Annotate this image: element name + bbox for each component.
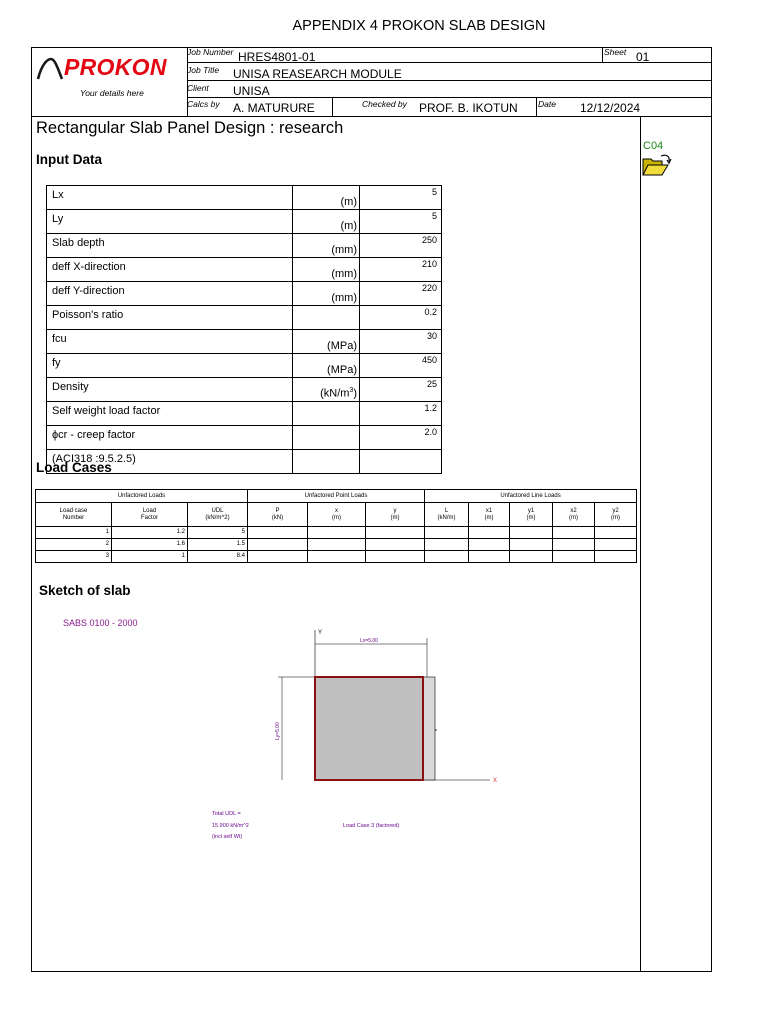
input-row bbox=[47, 402, 442, 426]
input-value[interactable]: 2.0 bbox=[360, 426, 442, 450]
load-case-cell[interactable] bbox=[248, 551, 308, 563]
column-header: P (kN) bbox=[248, 503, 308, 527]
column-header: y1 (m) bbox=[510, 503, 553, 527]
header-divider bbox=[332, 97, 333, 116]
input-unit bbox=[293, 426, 360, 450]
design-code: SABS 0100 - 2000 bbox=[63, 618, 138, 628]
job-title-label: Job Title bbox=[187, 65, 220, 75]
input-value[interactable] bbox=[360, 450, 442, 474]
load-case-cell[interactable] bbox=[469, 539, 510, 551]
input-name: Self weight load factor bbox=[47, 402, 293, 426]
load-case-cell[interactable] bbox=[366, 551, 425, 563]
input-name: deff X-direction bbox=[47, 258, 293, 282]
input-unit: (MPa) bbox=[293, 330, 360, 354]
load-case-cell[interactable]: 3 bbox=[36, 551, 112, 563]
input-unit: $(kN/m^3)$ bbox=[293, 378, 360, 402]
input-name: Lx bbox=[47, 186, 293, 210]
input-name: Poisson's ratio bbox=[47, 306, 293, 330]
load-case-cell[interactable]: 8.4 bbox=[188, 551, 248, 563]
input-row bbox=[47, 330, 442, 354]
group-header: Unfactored Line Loads bbox=[425, 490, 637, 503]
load-case-cell[interactable] bbox=[248, 539, 308, 551]
input-name: Density bbox=[47, 378, 293, 402]
header-divider bbox=[32, 116, 712, 117]
input-value[interactable]: 25 bbox=[360, 378, 442, 402]
ly-dimension-label: Ly=5.00 bbox=[275, 722, 281, 740]
prokon-logo bbox=[36, 54, 184, 82]
load-cases-heading: Load Cases bbox=[36, 460, 112, 475]
load-case-cell[interactable] bbox=[366, 539, 425, 551]
axis-y-label: Y bbox=[318, 630, 323, 636]
input-value[interactable]: 220 bbox=[360, 282, 442, 306]
load-case-cell[interactable] bbox=[425, 551, 469, 563]
column-header: x2 (m) bbox=[553, 503, 595, 527]
input-name: fcu bbox=[47, 330, 293, 354]
input-data-heading: Input Data bbox=[36, 152, 102, 167]
input-unit bbox=[293, 402, 360, 426]
load-case-cell[interactable] bbox=[510, 539, 553, 551]
input-unit: (m) bbox=[293, 210, 360, 234]
column-header: Load case Number bbox=[36, 503, 112, 527]
input-name: fy bbox=[47, 354, 293, 378]
column-header: x1 (m) bbox=[469, 503, 510, 527]
lx-dimension-label: Lx=5.00 bbox=[360, 638, 378, 644]
column-header: L (kN/m) bbox=[425, 503, 469, 527]
sketch-heading: Sketch of slab bbox=[39, 583, 131, 598]
calc-title: Rectangular Slab Panel Design : research bbox=[36, 119, 344, 137]
input-unit: (mm) bbox=[293, 234, 360, 258]
incl-self-weight-note: (incl self Wt) bbox=[212, 834, 243, 840]
job-number-label: Job Number bbox=[187, 47, 234, 57]
load-case-cell[interactable] bbox=[308, 551, 366, 563]
load-case-cell[interactable]: 1 bbox=[112, 551, 188, 563]
input-row bbox=[47, 186, 442, 210]
input-name: Ly bbox=[47, 210, 293, 234]
column-header: Load Factor bbox=[112, 503, 188, 527]
input-unit: (mm) bbox=[293, 258, 360, 282]
logo-arc-icon bbox=[36, 57, 64, 81]
input-row bbox=[47, 282, 442, 306]
sheet-label: Sheet bbox=[604, 47, 627, 57]
sheet-value: 01 bbox=[636, 50, 650, 64]
input-name: Slab depth bbox=[47, 234, 293, 258]
input-row bbox=[47, 306, 442, 330]
logo-text: PROKON bbox=[64, 54, 167, 80]
load-case-cell[interactable] bbox=[510, 527, 553, 539]
input-unit: (m) bbox=[293, 186, 360, 210]
input-value[interactable]: 5 bbox=[360, 210, 442, 234]
load-case-cell[interactable] bbox=[366, 527, 425, 539]
load-case-cell[interactable] bbox=[553, 539, 595, 551]
input-value[interactable]: 5 bbox=[360, 186, 442, 210]
load-case-cell[interactable] bbox=[425, 527, 469, 539]
input-row bbox=[47, 378, 442, 402]
input-unit bbox=[293, 450, 360, 474]
column-header: x (m) bbox=[308, 503, 366, 527]
date-label: Date bbox=[538, 99, 556, 109]
input-unit bbox=[293, 306, 360, 330]
load-case-cell[interactable]: 1.2 bbox=[112, 527, 188, 539]
input-value[interactable]: 450 bbox=[360, 354, 442, 378]
group-header: Unfactored Point Loads bbox=[248, 490, 425, 503]
load-case-cell[interactable]: 1.5 bbox=[188, 539, 248, 551]
group-header-row bbox=[36, 490, 637, 503]
client-value: UNISA bbox=[233, 84, 270, 98]
load-case-cell[interactable] bbox=[595, 551, 637, 563]
input-row bbox=[47, 258, 442, 282]
load-case-cell[interactable] bbox=[308, 539, 366, 551]
load-case-row bbox=[36, 539, 637, 551]
input-unit: (mm) bbox=[293, 282, 360, 306]
input-value[interactable]: 250 bbox=[360, 234, 442, 258]
total-udl-label: Total UDL = bbox=[212, 811, 241, 817]
input-value[interactable]: 1.2 bbox=[360, 402, 442, 426]
side-code: C04 bbox=[643, 140, 664, 152]
date-value: 12/12/2024 bbox=[580, 101, 641, 115]
load-case-cell[interactable]: 1.6 bbox=[112, 539, 188, 551]
input-value[interactable]: 0.2 bbox=[360, 306, 442, 330]
job-number-value: HRES4801-01 bbox=[238, 50, 316, 64]
input-row bbox=[47, 210, 442, 234]
load-case-cell[interactable] bbox=[308, 527, 366, 539]
slab-panel bbox=[315, 677, 423, 780]
job-title-value: UNISA REASEARCH MODULE bbox=[233, 67, 402, 81]
axis-x-label: X bbox=[493, 778, 498, 784]
open-folder-icon[interactable] bbox=[642, 153, 672, 177]
calcs-by-label: Calcs by bbox=[187, 99, 220, 109]
load-case-cell[interactable]: 2 bbox=[36, 539, 112, 551]
load-case-cell[interactable] bbox=[425, 539, 469, 551]
load-cases-table bbox=[35, 489, 637, 563]
load-case-row bbox=[36, 551, 637, 563]
load-case-cell[interactable] bbox=[469, 551, 510, 563]
input-name: ϕcr - creep factor bbox=[47, 426, 293, 450]
input-row bbox=[47, 426, 442, 450]
load-case-cell[interactable] bbox=[553, 551, 595, 563]
input-row bbox=[47, 354, 442, 378]
load-case-cell[interactable] bbox=[553, 527, 595, 539]
side-column-divider bbox=[640, 116, 641, 972]
calcs-by-value: A. MATURURE bbox=[233, 101, 315, 115]
column-header: y (m) bbox=[366, 503, 425, 527]
column-header-row bbox=[36, 503, 637, 527]
checked-by-label: Checked by bbox=[362, 99, 407, 109]
load-case-cell[interactable]: 5 bbox=[188, 527, 248, 539]
header-divider bbox=[536, 97, 537, 116]
load-case-note: Load Case 3 (factored) bbox=[343, 823, 400, 829]
load-case-cell[interactable] bbox=[595, 527, 637, 539]
slab-sketch bbox=[260, 620, 510, 795]
load-case-cell[interactable] bbox=[510, 551, 553, 563]
input-row bbox=[47, 234, 442, 258]
load-case-row bbox=[36, 527, 637, 539]
logo-tagline: Your details here bbox=[80, 88, 144, 98]
input-data-table bbox=[46, 185, 442, 474]
input-value[interactable]: 210 bbox=[360, 258, 442, 282]
load-case-cell[interactable]: 1 bbox=[36, 527, 112, 539]
column-header: y2 (m) bbox=[595, 503, 637, 527]
load-case-cell[interactable] bbox=[248, 527, 308, 539]
edge-support bbox=[423, 677, 435, 780]
load-case-cell[interactable] bbox=[595, 539, 637, 551]
group-header: Unfactored Loads bbox=[36, 490, 248, 503]
column-header: UDL (kN/m^2) bbox=[188, 503, 248, 527]
input-name: deff Y-direction bbox=[47, 282, 293, 306]
checked-by-value: PROF. B. IKOTUN bbox=[419, 101, 518, 115]
total-udl-value: 15.900 kN/m^2 bbox=[212, 823, 249, 829]
page-title: APPENDIX 4 PROKON SLAB DESIGN bbox=[292, 18, 546, 34]
header-divider bbox=[602, 48, 603, 62]
client-label: Client bbox=[187, 83, 209, 93]
input-unit: (MPa) bbox=[293, 354, 360, 378]
input-value[interactable]: 30 bbox=[360, 330, 442, 354]
load-case-cell[interactable] bbox=[469, 527, 510, 539]
input-name: (ACI318 :9.5.2.5) bbox=[47, 450, 293, 474]
